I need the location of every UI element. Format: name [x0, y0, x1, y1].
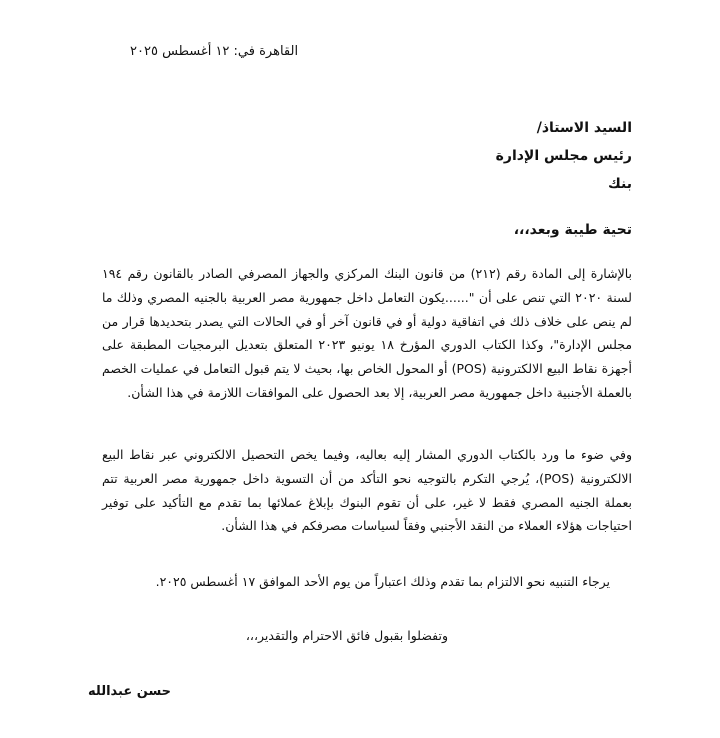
- effective-date-note: يرجاء التنبيه نحو الالتزام بما تقدم وذلك اعتباراً من يوم الأحد الموافق ١٧ أغسطس ٢٠٢٥.: [155, 574, 610, 589]
- body-paragraph-2: وفي ضوء ما ورد بالكتاب الدوري المشار إليه بعاليه، وفيما يخص التحصيل الالكتروني عبر نقاط البيع الالكترونية (POS)، يُرجي التكرم بالتوجيه نحو التأكد من أن التسوية داخل جمهورية مصر العربية تتم بعملة الجنيه المصري فقط لا غير، على أن تقوم البنوك بإبلاغ عملائها بما تقدم مع التأكيد على توفير احتياجات هؤلاء العملاء من النقد الأجنبي وفقاً لسياسات مصرفكم في هذا الشأن.: [102, 447, 632, 534]
- greeting: تحية طيبة وبعد،،،: [513, 222, 632, 238]
- closing-line: وتفضلوا بقبول فائق الاحترام والتقدير،،،: [245, 628, 448, 643]
- body-paragraph-1: بالإشارة إلى المادة رقم (٢١٢) من قانون البنك المركزي والجهاز المصرفي الصادر بالقانون رقم ١٩٤ لسنة ٢٠٢٠ التي تنص على أن "......يكون التعامل داخل جمهورية مصر العربية بالجنيه المصري وذلك ما لم ينص على خلاف ذلك في اتفاقية دولية أو في قانون آخر أو في الحالات التي يصدر بتحديدها قرار من مجلس الإدارة"، وكذا الكتاب الدوري المؤرخ ١٨ يونيو ٢٠٢٣ المتعلق بتعديل البرمجيات المطبقة على أجهزة نقاط البيع الالكترونية (POS) أو المحول الخاص بها، بحيث لا يتم قبول التعامل في عمليات الخصم بالعملة الأجنبية داخل جمهورية مصر العربية، إلا بعد الحصول على الموافقات اللازمة في هذا الشأن.: [102, 266, 633, 400]
- letter-date: القاهرة في: ١٢ أغسطس ٢٠٢٥: [130, 44, 299, 59]
- recipient-position: رئيس مجلس الإدارة: [495, 148, 632, 164]
- recipient-title: السيد الاستاذ/: [536, 120, 632, 136]
- recipient-bank: بنك: [607, 176, 632, 192]
- recipient-block: [496, 114, 632, 198]
- signature-name: حسن عبدالله: [88, 684, 172, 699]
